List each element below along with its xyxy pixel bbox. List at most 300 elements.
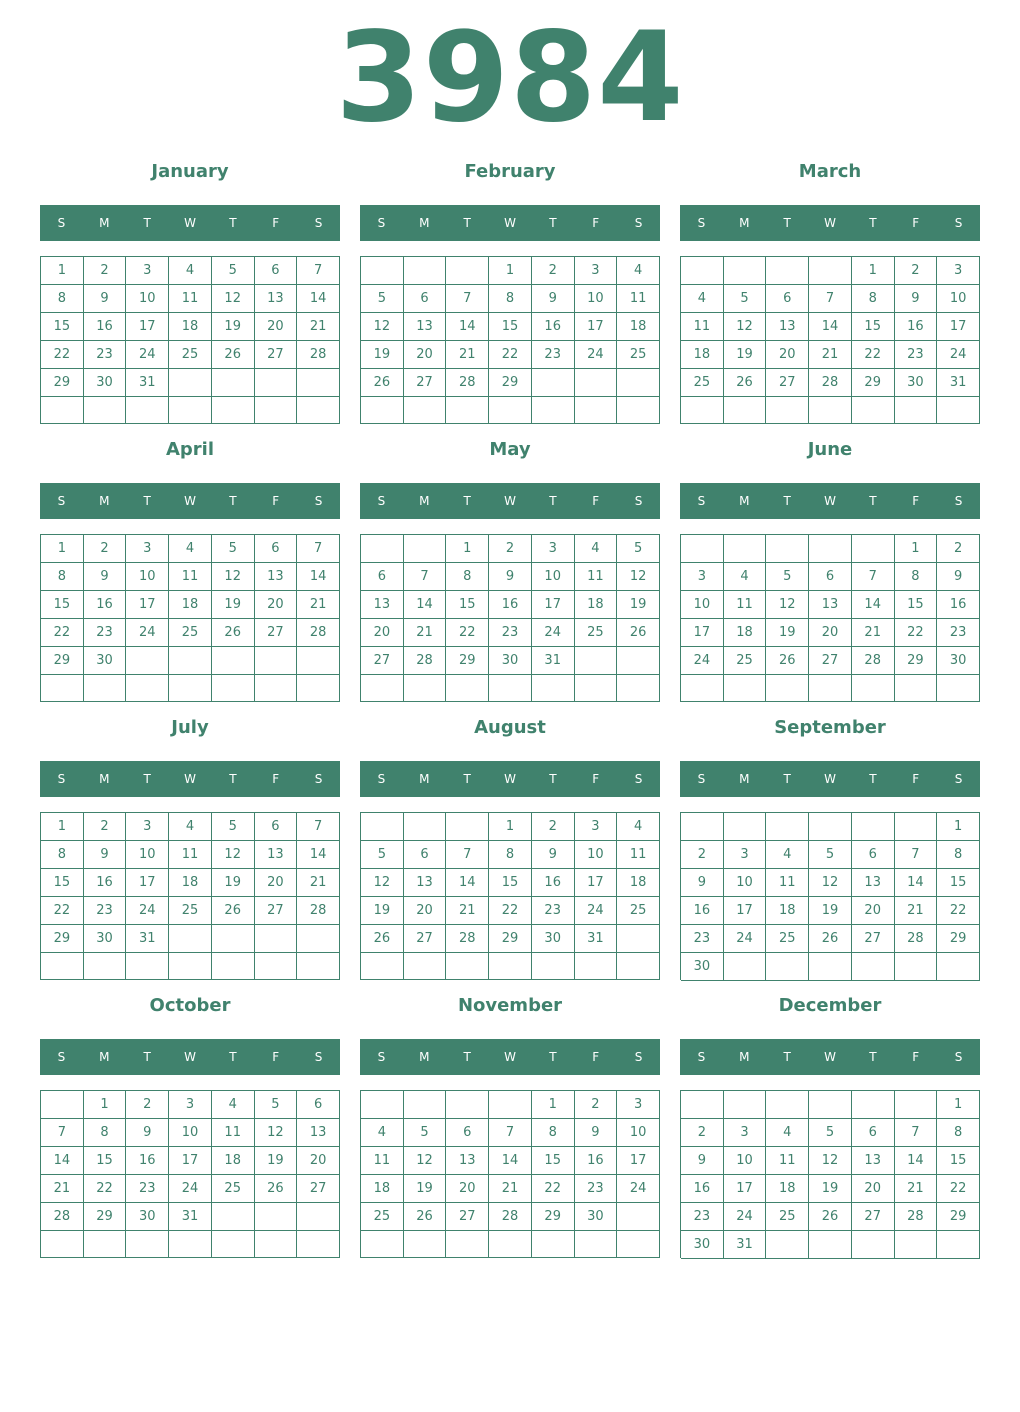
empty-day-cell (852, 1091, 895, 1119)
empty-day-cell (724, 535, 767, 563)
weekday-label: W (504, 494, 516, 508)
empty-day-cell (255, 925, 298, 953)
empty-day-cell (255, 953, 298, 980)
day-cell: 17 (575, 869, 618, 897)
day-cell: 15 (895, 591, 938, 619)
day-cell: 8 (937, 841, 980, 869)
day-cell: 24 (937, 341, 980, 369)
day-cell: 7 (489, 1119, 532, 1147)
empty-day-cell (575, 397, 618, 424)
month-name: May (489, 439, 531, 460)
day-cell: 22 (41, 341, 84, 369)
empty-day-cell (361, 1231, 404, 1258)
day-cell: 18 (212, 1147, 255, 1175)
weekday-label: T (143, 1050, 151, 1064)
day-cell: 7 (297, 535, 340, 563)
day-cell: 18 (617, 313, 660, 341)
empty-day-cell (297, 647, 340, 675)
day-cell: 3 (169, 1091, 212, 1119)
empty-day-cell (575, 369, 618, 397)
month-name: March (798, 161, 862, 182)
day-cell: 17 (724, 1175, 767, 1203)
day-cell: 19 (255, 1147, 298, 1175)
day-cell: 2 (937, 535, 980, 563)
day-cell: 9 (681, 869, 724, 897)
day-cell: 29 (937, 1203, 980, 1231)
day-cell: 14 (41, 1147, 84, 1175)
day-grid (40, 534, 340, 702)
empty-day-cell (126, 397, 169, 424)
day-cell: 19 (809, 1175, 852, 1203)
day-cell: 9 (895, 285, 938, 313)
empty-day-cell (724, 257, 767, 285)
weekday-header (40, 483, 340, 519)
month-name: January (151, 161, 229, 182)
weekday-label: W (824, 1050, 836, 1064)
day-cell: 29 (895, 647, 938, 675)
weekday-label: T (783, 772, 791, 786)
day-cell: 6 (255, 535, 298, 563)
day-cell: 27 (766, 369, 809, 397)
weekday-label: S (57, 216, 66, 230)
day-cell: 24 (126, 897, 169, 925)
day-cell: 8 (852, 285, 895, 313)
weekday-header (680, 1039, 980, 1075)
day-cell: 14 (297, 841, 340, 869)
empty-day-cell (681, 1091, 724, 1119)
day-cell: 4 (766, 1119, 809, 1147)
day-cell: 9 (681, 1147, 724, 1175)
day-cell: 10 (532, 563, 575, 591)
empty-day-cell (446, 953, 489, 980)
day-cell: 26 (724, 369, 767, 397)
empty-day-cell (617, 369, 660, 397)
day-cell: 17 (617, 1147, 660, 1175)
day-cell: 10 (126, 285, 169, 313)
empty-day-cell (809, 675, 852, 702)
day-cell: 17 (575, 313, 618, 341)
day-cell: 24 (169, 1175, 212, 1203)
weekday-label: W (824, 772, 836, 786)
month-name: September (774, 717, 886, 738)
weekday-label: S (314, 772, 323, 786)
day-grid (40, 1090, 340, 1258)
day-cell: 5 (809, 1119, 852, 1147)
day-cell: 4 (169, 813, 212, 841)
empty-day-cell (169, 953, 212, 980)
empty-day-cell (681, 397, 724, 424)
day-cell: 26 (766, 647, 809, 675)
weekday-label: T (869, 494, 877, 508)
day-cell: 16 (681, 897, 724, 925)
empty-day-cell (361, 675, 404, 702)
day-cell: 30 (84, 647, 127, 675)
day-cell: 21 (446, 341, 489, 369)
empty-day-cell (724, 397, 767, 424)
year-title: 3984 (335, 6, 685, 150)
day-cell: 16 (84, 869, 127, 897)
empty-day-cell (532, 675, 575, 702)
day-grid (360, 534, 660, 702)
day-cell: 11 (169, 563, 212, 591)
day-cell: 11 (361, 1147, 404, 1175)
day-cell: 1 (532, 1091, 575, 1119)
day-cell: 17 (126, 313, 169, 341)
day-cell: 22 (41, 619, 84, 647)
day-cell: 15 (41, 869, 84, 897)
day-cell: 16 (681, 1175, 724, 1203)
day-cell: 15 (446, 591, 489, 619)
day-cell: 14 (809, 313, 852, 341)
empty-day-cell (255, 1231, 298, 1258)
day-cell: 24 (575, 897, 618, 925)
day-cell: 26 (361, 369, 404, 397)
day-cell: 11 (724, 591, 767, 619)
day-cell: 1 (489, 257, 532, 285)
day-cell: 21 (895, 897, 938, 925)
day-cell: 1 (937, 1091, 980, 1119)
empty-day-cell (852, 675, 895, 702)
day-cell: 21 (297, 591, 340, 619)
day-cell: 14 (895, 869, 938, 897)
day-cell: 14 (297, 563, 340, 591)
day-cell: 1 (895, 535, 938, 563)
empty-day-cell (766, 675, 809, 702)
day-cell: 4 (617, 257, 660, 285)
day-cell: 29 (84, 1203, 127, 1231)
empty-day-cell (895, 953, 938, 981)
day-cell: 24 (724, 1203, 767, 1231)
day-cell: 19 (617, 591, 660, 619)
day-cell: 30 (84, 369, 127, 397)
day-cell: 3 (724, 1119, 767, 1147)
day-cell: 3 (575, 813, 618, 841)
day-cell: 1 (41, 535, 84, 563)
day-cell: 5 (212, 535, 255, 563)
day-cell: 8 (446, 563, 489, 591)
empty-day-cell (361, 535, 404, 563)
empty-day-cell (809, 257, 852, 285)
weekday-label: S (314, 216, 323, 230)
day-cell: 27 (255, 619, 298, 647)
day-cell: 3 (617, 1091, 660, 1119)
day-cell: 9 (126, 1119, 169, 1147)
empty-day-cell (169, 647, 212, 675)
empty-day-cell (212, 397, 255, 424)
empty-day-cell (809, 535, 852, 563)
day-cell: 22 (41, 897, 84, 925)
empty-day-cell (212, 369, 255, 397)
weekday-header (360, 761, 660, 797)
day-cell: 21 (852, 619, 895, 647)
day-cell: 10 (126, 841, 169, 869)
day-cell: 28 (297, 341, 340, 369)
day-cell: 15 (41, 313, 84, 341)
day-cell: 6 (255, 257, 298, 285)
empty-day-cell (126, 675, 169, 702)
weekday-label: F (912, 494, 920, 508)
empty-day-cell (126, 1231, 169, 1258)
empty-day-cell (937, 953, 980, 981)
day-cell: 19 (361, 897, 404, 925)
day-cell: 2 (489, 535, 532, 563)
weekday-label: T (143, 772, 151, 786)
day-cell: 3 (126, 813, 169, 841)
day-cell: 5 (766, 563, 809, 591)
day-cell: 16 (126, 1147, 169, 1175)
day-cell: 29 (489, 369, 532, 397)
empty-day-cell (724, 1091, 767, 1119)
day-cell: 4 (575, 535, 618, 563)
weekday-label: S (954, 1050, 963, 1064)
empty-day-cell (852, 813, 895, 841)
day-cell: 9 (532, 285, 575, 313)
day-cell: 2 (681, 841, 724, 869)
day-cell: 13 (255, 285, 298, 313)
day-cell: 13 (404, 869, 447, 897)
day-cell: 9 (532, 841, 575, 869)
empty-day-cell (766, 1231, 809, 1259)
day-cell: 28 (895, 1203, 938, 1231)
day-cell: 13 (852, 869, 895, 897)
day-cell: 25 (169, 341, 212, 369)
weekday-label: W (824, 494, 836, 508)
day-cell: 4 (361, 1119, 404, 1147)
weekday-label: T (229, 216, 237, 230)
weekday-label: W (824, 216, 836, 230)
day-grid (680, 256, 980, 424)
day-cell: 24 (724, 925, 767, 953)
day-cell: 31 (937, 369, 980, 397)
day-cell: 1 (489, 813, 532, 841)
day-cell: 23 (575, 1175, 618, 1203)
day-cell: 18 (617, 869, 660, 897)
day-cell: 16 (575, 1147, 618, 1175)
day-cell: 19 (809, 897, 852, 925)
empty-day-cell (617, 953, 660, 980)
weekday-label: W (504, 772, 516, 786)
day-cell: 11 (766, 1147, 809, 1175)
day-cell: 4 (681, 285, 724, 313)
empty-day-cell (404, 1091, 447, 1119)
weekday-label: T (549, 216, 557, 230)
weekday-label: F (592, 494, 600, 508)
empty-day-cell (84, 397, 127, 424)
day-cell: 30 (126, 1203, 169, 1231)
day-cell: 16 (84, 313, 127, 341)
day-cell: 30 (532, 925, 575, 953)
day-cell: 26 (361, 925, 404, 953)
weekday-label: T (869, 1050, 877, 1064)
empty-day-cell (84, 675, 127, 702)
day-cell: 25 (724, 647, 767, 675)
empty-day-cell (446, 813, 489, 841)
empty-day-cell (895, 1091, 938, 1119)
day-cell: 5 (617, 535, 660, 563)
empty-day-cell (212, 1203, 255, 1231)
empty-day-cell (404, 953, 447, 980)
day-cell: 31 (724, 1231, 767, 1259)
day-cell: 17 (681, 619, 724, 647)
day-cell: 25 (617, 897, 660, 925)
day-cell: 26 (255, 1175, 298, 1203)
day-cell: 3 (126, 257, 169, 285)
day-grid (680, 1090, 980, 1258)
day-cell: 17 (937, 313, 980, 341)
weekday-label: T (869, 772, 877, 786)
day-cell: 3 (937, 257, 980, 285)
day-cell: 14 (895, 1147, 938, 1175)
empty-day-cell (617, 925, 660, 953)
day-grid (40, 812, 340, 980)
empty-day-cell (809, 1231, 852, 1259)
weekday-label: T (869, 216, 877, 230)
weekday-label: T (783, 216, 791, 230)
day-cell: 29 (446, 647, 489, 675)
day-cell: 9 (84, 285, 127, 313)
day-cell: 30 (575, 1203, 618, 1231)
empty-day-cell (617, 1203, 660, 1231)
day-cell: 22 (489, 897, 532, 925)
empty-day-cell (404, 675, 447, 702)
empty-day-cell (724, 953, 767, 981)
day-cell: 30 (681, 953, 724, 981)
empty-day-cell (809, 953, 852, 981)
empty-day-cell (212, 647, 255, 675)
day-cell: 2 (84, 813, 127, 841)
day-cell: 2 (84, 535, 127, 563)
day-cell: 27 (255, 897, 298, 925)
day-cell: 20 (809, 619, 852, 647)
weekday-label: W (184, 216, 196, 230)
day-cell: 12 (361, 869, 404, 897)
empty-day-cell (255, 1203, 298, 1231)
empty-day-cell (532, 369, 575, 397)
day-cell: 13 (361, 591, 404, 619)
day-cell: 18 (681, 341, 724, 369)
weekday-header (680, 205, 980, 241)
day-cell: 21 (297, 313, 340, 341)
day-cell: 18 (766, 1175, 809, 1203)
empty-day-cell (681, 813, 724, 841)
day-cell: 18 (724, 619, 767, 647)
empty-day-cell (361, 953, 404, 980)
day-cell: 28 (404, 647, 447, 675)
day-cell: 1 (84, 1091, 127, 1119)
empty-day-cell (361, 397, 404, 424)
weekday-label: M (739, 494, 750, 508)
weekday-label: S (634, 772, 643, 786)
day-cell: 21 (297, 869, 340, 897)
empty-day-cell (404, 397, 447, 424)
weekday-label: S (314, 1050, 323, 1064)
day-cell: 29 (41, 647, 84, 675)
weekday-label: S (314, 494, 323, 508)
empty-day-cell (212, 1231, 255, 1258)
day-cell: 30 (681, 1231, 724, 1259)
day-cell: 21 (404, 619, 447, 647)
day-cell: 22 (489, 341, 532, 369)
day-cell: 28 (489, 1203, 532, 1231)
empty-day-cell (489, 1091, 532, 1119)
empty-day-cell (766, 953, 809, 981)
day-cell: 24 (532, 619, 575, 647)
day-cell: 7 (41, 1119, 84, 1147)
day-cell: 5 (404, 1119, 447, 1147)
day-cell: 28 (297, 897, 340, 925)
weekday-label: M (419, 772, 430, 786)
weekday-label: W (504, 216, 516, 230)
empty-day-cell (895, 1231, 938, 1259)
day-cell: 31 (532, 647, 575, 675)
empty-day-cell (41, 1231, 84, 1258)
day-cell: 13 (446, 1147, 489, 1175)
empty-day-cell (617, 1231, 660, 1258)
day-cell: 20 (255, 869, 298, 897)
weekday-label: S (377, 1050, 386, 1064)
day-cell: 22 (937, 1175, 980, 1203)
day-cell: 14 (446, 869, 489, 897)
day-cell: 3 (681, 563, 724, 591)
day-cell: 5 (724, 285, 767, 313)
day-cell: 10 (724, 869, 767, 897)
day-cell: 8 (84, 1119, 127, 1147)
day-cell: 11 (169, 841, 212, 869)
empty-day-cell (895, 813, 938, 841)
empty-day-cell (766, 1091, 809, 1119)
day-cell: 24 (575, 341, 618, 369)
day-cell: 24 (617, 1175, 660, 1203)
day-cell: 31 (126, 369, 169, 397)
weekday-label: S (634, 494, 643, 508)
day-cell: 26 (809, 1203, 852, 1231)
empty-day-cell (852, 1231, 895, 1259)
day-cell: 29 (532, 1203, 575, 1231)
day-cell: 22 (937, 897, 980, 925)
day-cell: 23 (681, 1203, 724, 1231)
day-cell: 5 (255, 1091, 298, 1119)
day-cell: 23 (84, 897, 127, 925)
day-cell: 20 (446, 1175, 489, 1203)
empty-day-cell (41, 675, 84, 702)
empty-day-cell (809, 397, 852, 424)
day-cell: 23 (126, 1175, 169, 1203)
day-cell: 29 (41, 369, 84, 397)
day-cell: 16 (84, 591, 127, 619)
day-cell: 3 (126, 535, 169, 563)
day-cell: 3 (724, 841, 767, 869)
day-cell: 27 (404, 369, 447, 397)
empty-day-cell (169, 925, 212, 953)
empty-day-cell (212, 953, 255, 980)
weekday-label: F (272, 494, 280, 508)
day-cell: 27 (852, 1203, 895, 1231)
empty-day-cell (84, 953, 127, 980)
weekday-label: S (634, 216, 643, 230)
day-cell: 10 (126, 563, 169, 591)
day-cell: 7 (852, 563, 895, 591)
empty-day-cell (895, 397, 938, 424)
day-cell: 12 (212, 563, 255, 591)
day-cell: 21 (809, 341, 852, 369)
empty-day-cell (126, 647, 169, 675)
empty-day-cell (297, 925, 340, 953)
day-cell: 6 (404, 841, 447, 869)
day-cell: 25 (617, 341, 660, 369)
empty-day-cell (297, 1231, 340, 1258)
day-cell: 27 (404, 925, 447, 953)
day-cell: 20 (852, 897, 895, 925)
